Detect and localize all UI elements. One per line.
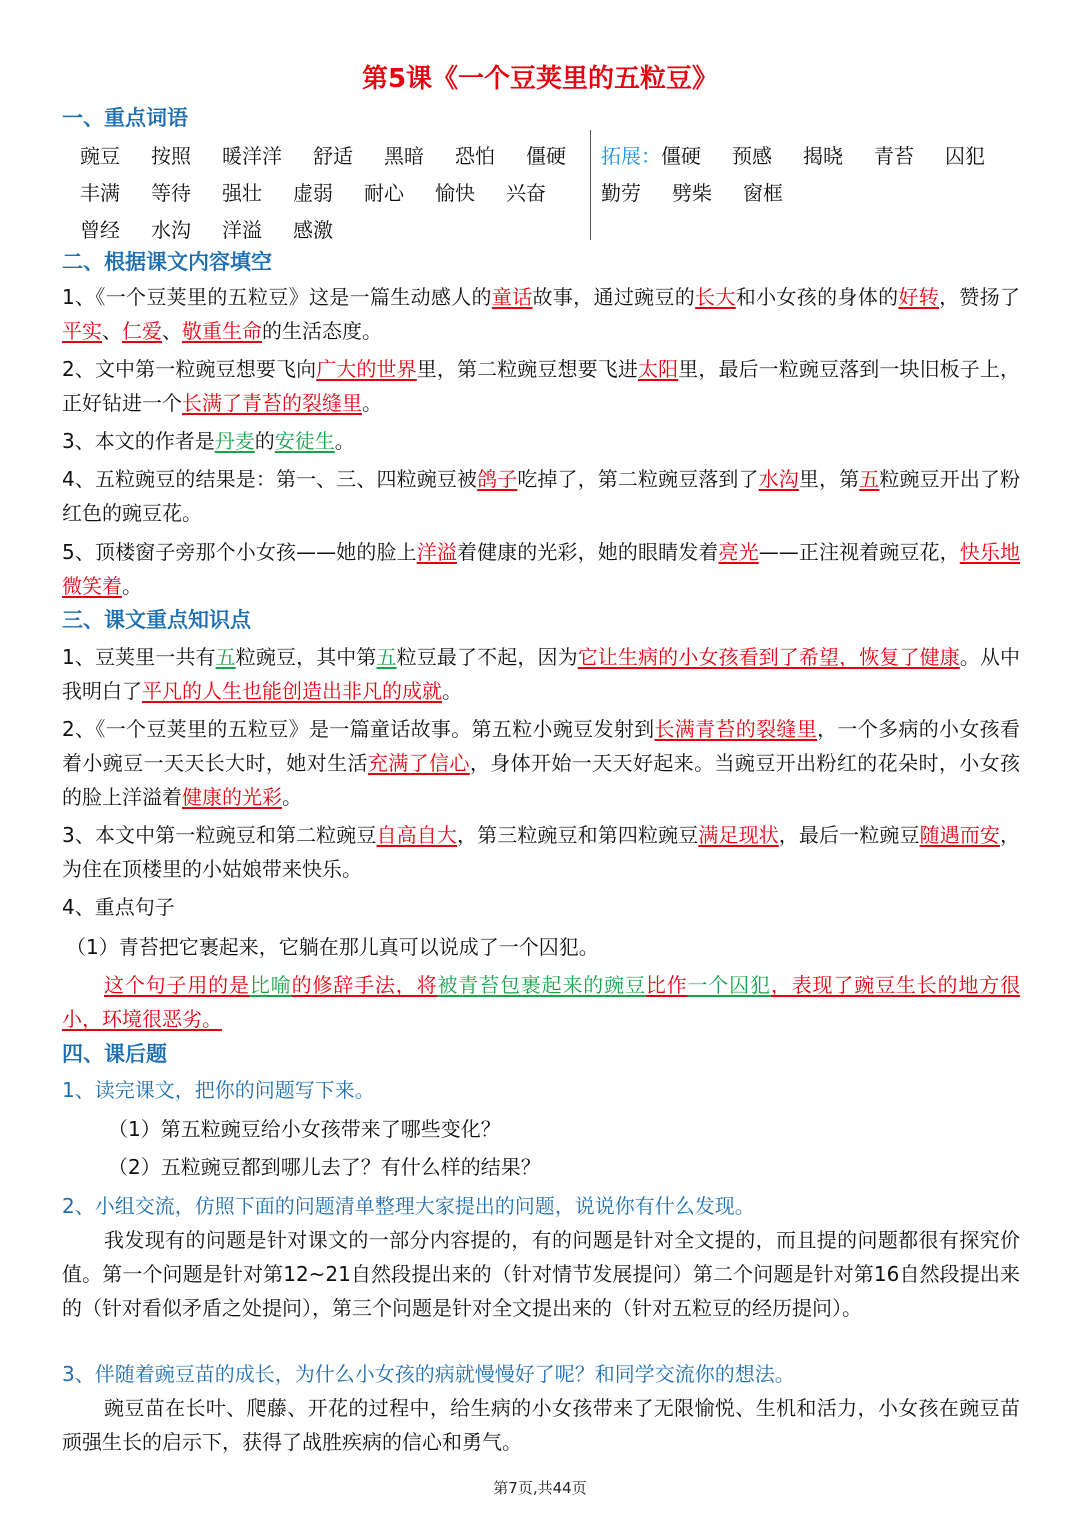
answer-blank: 长大 — [695, 285, 736, 309]
word-item: 豌豆 — [80, 144, 120, 168]
word-item: 预感 — [732, 144, 772, 168]
answer-blank: 快乐地微笑着 — [62, 540, 1021, 598]
text-segment: 。从中我明白了 — [62, 645, 1021, 703]
section-heading-fill: 二、根据课文内容填空 — [62, 250, 272, 274]
text-segment: 故事，通过豌豆的 — [532, 285, 696, 309]
word-item: 曾经 — [80, 218, 120, 242]
text-segment: 3、本文的作者是 — [62, 429, 215, 453]
question-1: 1、读完课文，把你的问题写下来。 — [62, 1078, 375, 1102]
text-segment: ，最后一粒豌豆 — [778, 823, 920, 847]
text-segment: 。 — [282, 785, 302, 809]
fill-para-3 — [62, 424, 1020, 458]
text-segment: 着健康的光彩，她的眼睛发着 — [456, 540, 719, 564]
answer-blank: 洋溢 — [416, 540, 457, 564]
word-item: 黑暗 — [384, 144, 424, 168]
text-segment: 。 — [362, 391, 382, 415]
text-segment: 。 — [122, 574, 142, 598]
knowledge-para-3 — [62, 818, 1020, 886]
ext-label: 拓展： — [601, 144, 661, 168]
answer-blank: 广大的世界 — [316, 357, 417, 381]
answer-blank: 健康的光彩 — [182, 785, 282, 809]
text-segment: ，身体开始一天天好起来。当豌豆开出粉红的花朵时，小女孩的脸上洋溢着 — [62, 751, 1021, 809]
text-segment: 粒豌豆，其中第 — [235, 645, 377, 669]
text-segment: 粒豌豆开出了粉红色的豌豆花。 — [62, 467, 1021, 525]
answer-blank: 童话 — [491, 285, 533, 309]
answer-blank: 平实 — [62, 319, 102, 343]
knowledge-para-1 — [62, 640, 1020, 708]
answer-blank: 亮光 — [718, 540, 759, 564]
text-segment: 这个句子用的是 — [104, 973, 250, 997]
word-item: 虚弱 — [293, 181, 333, 205]
word-item: 兴奋 — [506, 181, 546, 205]
word-item: 舒适 — [313, 144, 353, 168]
word-item: 僵硬 — [526, 144, 566, 168]
answer-blank: 五 — [376, 645, 397, 669]
word-item: 恐怕 — [455, 144, 495, 168]
answer-2: 我发现有的问题是针对课文的一部分内容提的，有的问题是针对全文提的，而且提的问题都很有探究价值。第一个问题是针对第12~21自然段提出来的（针对情节发展提问）第二个问题是针对第16自然段提出来的（针对看似矛盾之处提问），第三个问题是针对全文提出来的（针对五粒豆的经历提问）。 — [62, 1228, 1020, 1320]
text-segment: 1、豆荚里一共有 — [62, 645, 216, 669]
word-row-2 — [80, 177, 577, 206]
word-item: 囚犯 — [945, 144, 985, 168]
section-heading-after: 四、课后题 — [62, 1042, 167, 1066]
word-item: 愉快 — [435, 181, 475, 205]
question-2: 2、小组交流，仿照下面的问题清单整理大家提出的问题，说说你有什么发现。 — [62, 1194, 755, 1218]
key-sentence: （1）青苔把它裹起来，它躺在那儿真可以说成了一个囚犯。 — [66, 935, 599, 959]
word-item: 青苔 — [874, 144, 914, 168]
page-title: 第5课《一个豆荚里的五粒豆》 — [361, 64, 719, 94]
answer-blank: 一个囚犯 — [687, 973, 771, 997]
text-segment: ，表现了豌豆生长的地方很小，环境很恶劣。 — [62, 973, 1021, 1031]
text-segment: 里，最后一粒豌豆落到一块旧板子上，正好钻进一个 — [62, 357, 1021, 415]
answer-blank: 安徒生 — [274, 429, 335, 453]
question-3: 3、伴随着豌豆苗的成长，为什么小女孩的病就慢慢好了呢？和同学交流你的想法。 — [62, 1362, 795, 1386]
text-segment: 、 — [102, 319, 122, 343]
answer-blank: 长满青苔的裂缝里 — [654, 717, 818, 741]
word-item: 勤劳 — [601, 181, 641, 205]
word-item: 耐心 — [364, 181, 404, 205]
answer-blank: 丹麦 — [214, 429, 255, 453]
text-segment: 2、文中第一粒豌豆想要飞向 — [62, 357, 317, 381]
word-item: 洋溢 — [222, 218, 262, 242]
key-sentence-analysis — [62, 968, 1020, 1036]
divider — [590, 130, 591, 240]
answer-blank: 比喻 — [249, 973, 292, 997]
text-segment: 3、本文中第一粒豌豆和第二粒豌豆 — [62, 823, 377, 847]
text-segment: 5、顶楼窗子旁那个小女孩——她的脸上 — [62, 540, 417, 564]
text-segment: 的修辞手法，将 — [291, 973, 438, 997]
ext-row-1-words — [661, 140, 1016, 169]
answer-blank: 水沟 — [758, 467, 799, 491]
answer-blank: 随遇而安 — [919, 823, 1001, 847]
text-segment: ，为住在顶楼里的小姑娘带来快乐。 — [62, 823, 1021, 881]
word-row-3 — [80, 214, 364, 243]
answer-blank: 仁爱 — [122, 319, 162, 343]
fill-para-2 — [62, 352, 1020, 420]
word-item: 感激 — [293, 218, 333, 242]
word-item: 揭晓 — [803, 144, 843, 168]
fill-para-4 — [62, 462, 1020, 530]
answer-blank: 平凡的人生也能创造出非凡的成就 — [142, 679, 442, 703]
knowledge-para-2 — [62, 712, 1020, 814]
question-1-item-2: （2）五粒豌豆都到哪儿去了？有什么样的结果？ — [108, 1155, 541, 1179]
text-segment: 。 — [334, 429, 355, 453]
answer-blank: 五 — [215, 645, 236, 669]
fill-para-1 — [62, 280, 1020, 348]
fill-para-5 — [62, 535, 1020, 603]
text-segment: 粒豆最了不起，因为 — [396, 645, 578, 669]
word-item: 窗框 — [743, 181, 783, 205]
word-item: 丰满 — [80, 181, 120, 205]
text-segment: 。 — [442, 679, 462, 703]
answer-blank: 自高自大 — [376, 823, 457, 847]
text-segment: 里，第 — [798, 467, 860, 491]
text-segment: ，第三粒豌豆和第四粒豌豆 — [456, 823, 699, 847]
word-item: 僵硬 — [661, 144, 701, 168]
question-1-item-1: （1）第五粒豌豆给小女孩带来了哪些变化？ — [108, 1117, 501, 1141]
word-item: 水沟 — [151, 218, 191, 242]
word-item: 暖洋洋 — [222, 144, 282, 168]
text-segment: 4、五粒豌豆的结果是：第一、三、四粒豌豆被 — [62, 467, 478, 491]
text-segment: 2、《一个豆荚里的五粒豆》是一篇童话故事。第五粒小豌豆发射到 — [62, 717, 655, 741]
answer-blank: 它让生病的小女孩看到了希望，恢复了健康 — [577, 645, 960, 669]
word-item: 等待 — [151, 181, 191, 205]
text-segment: 的生活态度。 — [262, 319, 382, 343]
text-segment: 吃掉了，第二粒豌豆落到了 — [517, 467, 759, 491]
page-number: 第7页,共44页 — [493, 1479, 587, 1497]
answer-3: 豌豆苗在长叶、爬藤、开花的过程中，给生病的小女孩带来了无限愉悦、生机和活力，小女孩在豌豆苗顽强生长的启示下，获得了战胜疾病的信心和勇气。 — [62, 1396, 1020, 1454]
answer-blank: 满足现状 — [698, 823, 779, 847]
answer-blank: 长满了青苔的裂缝里 — [182, 391, 362, 415]
knowledge-para-4: 4、重点句子 — [62, 895, 175, 919]
text-segment: 里，第二粒豌豆想要飞进 — [416, 357, 638, 381]
text-segment: ，一个多病的小女孩看着小豌豆一天天长大时，她对生活 — [62, 717, 1021, 775]
ext-row-2 — [601, 177, 814, 206]
answer-blank: 太阳 — [637, 357, 679, 381]
word-row-1 — [80, 140, 597, 169]
word-item: 强壮 — [222, 181, 262, 205]
text-segment: ——正注视着豌豆花， — [758, 540, 960, 564]
text-segment: 的 — [254, 429, 275, 453]
text-segment: 和小女孩的身体的 — [735, 285, 899, 309]
answer-blank: 敬重生命 — [182, 319, 262, 343]
text-segment: 1、《一个豆荚里的五粒豆》这是一篇生动感人的 — [62, 285, 492, 309]
ext-row-1 — [601, 140, 1016, 169]
text-segment: 比作 — [645, 973, 688, 997]
text-segment: 、 — [162, 319, 182, 343]
answer-blank: 鸽子 — [477, 467, 518, 491]
section-heading-words: 一、重点词语 — [62, 106, 188, 130]
word-item: 按照 — [151, 144, 191, 168]
answer-blank: 好转 — [898, 285, 940, 309]
answer-blank: 充满了信心 — [367, 751, 470, 775]
section-heading-knowledge: 三、课文重点知识点 — [62, 608, 251, 632]
answer-blank: 被青苔包裹起来的豌豆 — [437, 973, 646, 997]
text-segment: ，赞扬了 — [939, 285, 1021, 309]
answer-blank: 五 — [859, 467, 880, 491]
word-item: 劈柴 — [672, 181, 712, 205]
